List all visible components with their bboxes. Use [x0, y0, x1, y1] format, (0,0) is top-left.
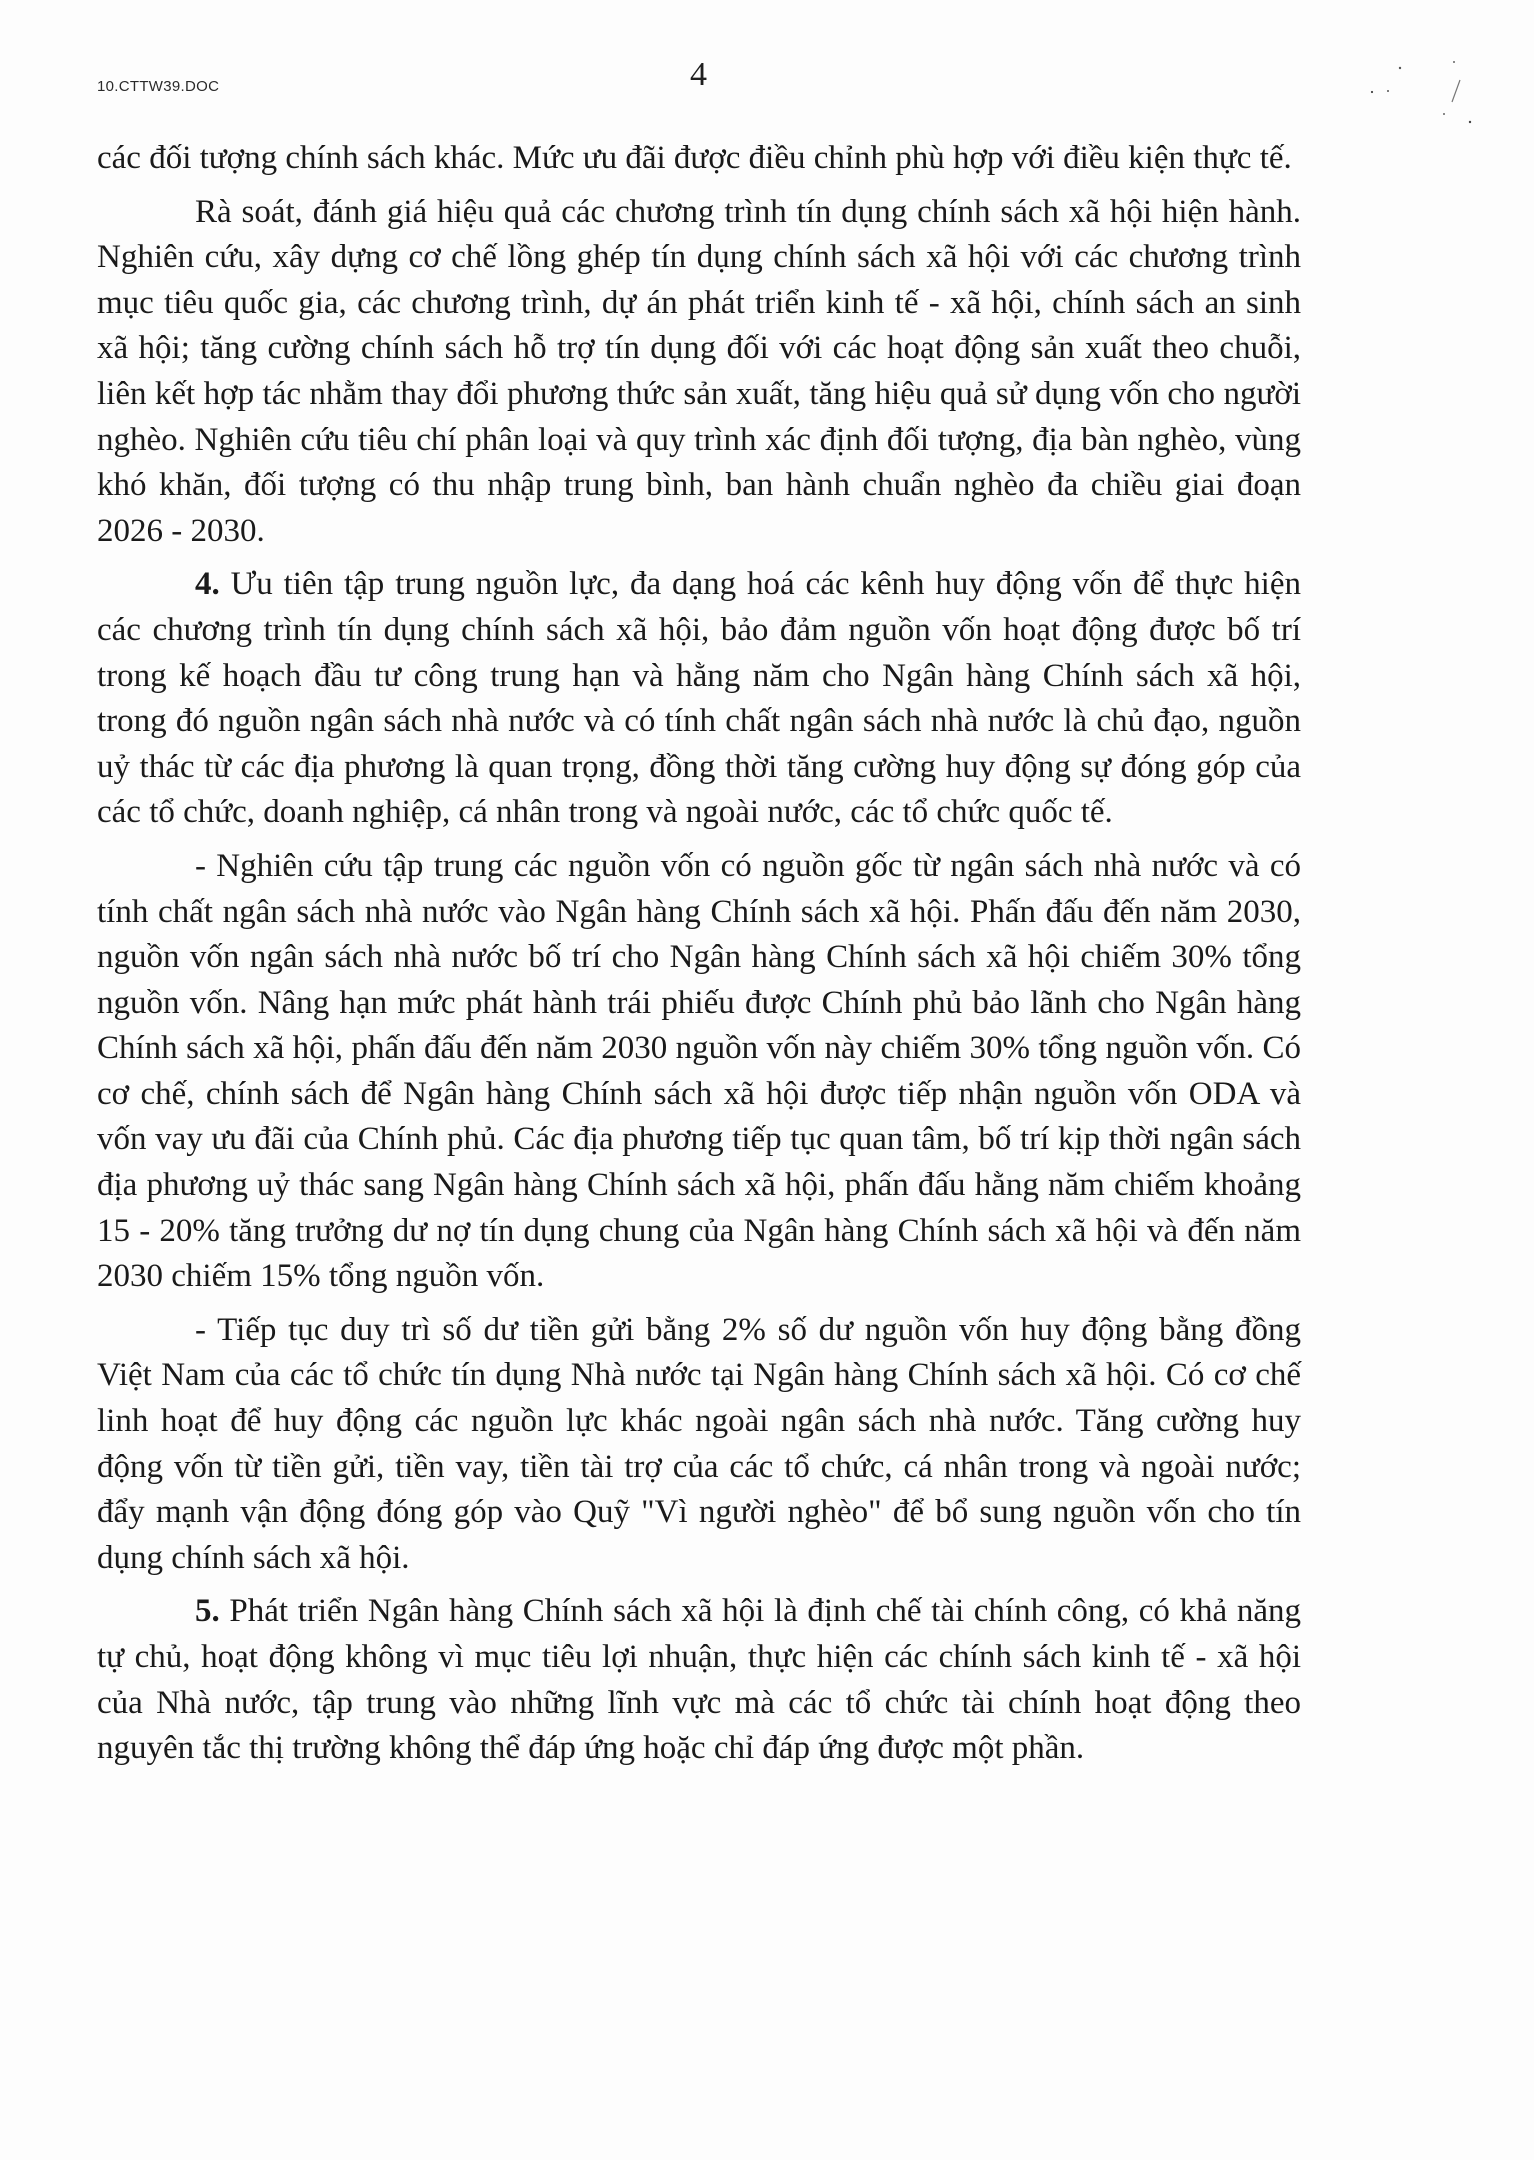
- scan-artifact-marks: [1360, 50, 1480, 140]
- paragraph-text: - Tiếp tục duy trì số dư tiền gửi bằng 2% số dư nguồn vốn huy động bằng đồng Việt Nam của các tổ chức tín dụng Nhà nước tại Ngân hàng Chính sách xã hội. Có cơ chế linh hoạt để huy động các nguồn lực khác ngoài ngân sách nhà nước. Tăng cường huy động vốn từ tiền gửi, tiền vay, tiền tài trợ của các tổ chức, cá nhân trong và ngoài nước; đẩy mạnh vận động đóng góp vào Quỹ "Vì người nghèo" để bổ sung nguồn vốn cho tín dụng chính sách xã hội.: [97, 1311, 1301, 1576]
- paragraph-item-4: [97, 562, 1301, 836]
- paragraph-text: các đối tượng chính sách khác. Mức ưu đãi được điều chỉnh phù hợp với điều kiện thực tế.: [97, 140, 1292, 176]
- paragraph-text: Phát triển Ngân hàng Chính sách xã hội là định chế tài chính công, có khả năng tự chủ, hoạt động không vì mục tiêu lợi nhuận, thực hiện các chính sách kinh tế - xã hội của Nhà nước, tập trung vào những lĩnh vực mà các tổ chức tài chính hoạt động theo nguyên tắc thị trường không thể đáp ứng hoặc chỉ đáp ứng được một phần.: [97, 1593, 1301, 1767]
- page-number: 4: [690, 56, 707, 93]
- paragraph-review-programs: [97, 190, 1301, 555]
- paragraph-text: Ưu tiên tập trung nguồn lực, đa dạng hoá các kênh huy động vốn để thực hiện các chương trình tín dụng chính sách xã hội, bảo đảm nguồn vốn hoạt động được bố trí trong kế hoạch đầu tư công trung hạn và hằng năm cho Ngân hàng Chính sách xã hội, trong đó nguồn ngân sách nhà nước và có tính chất ngân sách nhà nước là chủ đạo, nguồn uỷ thác từ các địa phương là quan trọng, đồng thời tăng cường huy động sự đóng góp của các tổ chức, doanh nghiệp, cá nhân trong và ngoài nước, các tổ chức quốc tế.: [97, 566, 1301, 831]
- paragraph-state-budget-sources: [97, 844, 1301, 1300]
- document-body: [97, 136, 1301, 1772]
- paragraph-number: 5.: [195, 1593, 220, 1630]
- paragraph-text: Rà soát, đánh giá hiệu quả các chương trình tín dụng chính sách xã hội hiện hành. Nghiên cứu, xây dựng cơ chế lồng ghép tín dụng chính sách xã hội với các chương trình mục tiêu quốc gia, các chương trình, dự án phát triển kinh tế - xã hội, chính sách an sinh xã hội; tăng cường chính sách hỗ trợ tín dụng đối với các hoạt động sản xuất theo chuỗi, liên kết hợp tác nhằm thay đổi phương thức sản xuất, tăng hiệu quả sử dụng vốn cho người nghèo. Nghiên cứu tiêu chí phân loại và quy trình xác định đối tượng, địa bàn nghèo, vùng khó khăn, đối tượng có thu nhập trung bình, ban hành chuẩn nghèo đa chiều giai đoạn 2026 - 2030.: [97, 193, 1301, 549]
- document-code: 10.CTTW39.DOC: [97, 78, 220, 95]
- paragraph-item-5: [97, 1589, 1301, 1771]
- paragraph-continuation: [97, 136, 1301, 182]
- paragraph-deposit-balance: [97, 1308, 1301, 1582]
- paragraph-number: 4.: [195, 566, 220, 603]
- paragraph-text: - Nghiên cứu tập trung các nguồn vốn có nguồn gốc từ ngân sách nhà nước và có tính chất ngân sách nhà nước vào Ngân hàng Chính sách xã hội. Phấn đấu đến năm 2030, nguồn vốn ngân sách nhà nước bố trí cho Ngân hàng Chính sách xã hội chiếm 30% tổng nguồn vốn. Nâng hạn mức phát hành trái phiếu được Chính phủ bảo lãnh cho Ngân hàng Chính sách xã hội, phấn đấu đến năm 2030 nguồn vốn này chiếm 30% tổng nguồn vốn. Có cơ chế, chính sách để Ngân hàng Chính sách xã hội được tiếp nhận nguồn vốn ODA và vốn vay ưu đãi của Chính phủ. Các địa phương tiếp tục quan tâm, bố trí kịp thời ngân sách địa phương uỷ thác sang Ngân hàng Chính sách xã hội, phấn đấu hằng năm chiếm khoảng 15 - 20% tăng trưởng dư nợ tín dụng chung của Ngân hàng Chính sách xã hội và đến năm 2030 chiếm 15% tổng nguồn vốn.: [97, 847, 1301, 1295]
